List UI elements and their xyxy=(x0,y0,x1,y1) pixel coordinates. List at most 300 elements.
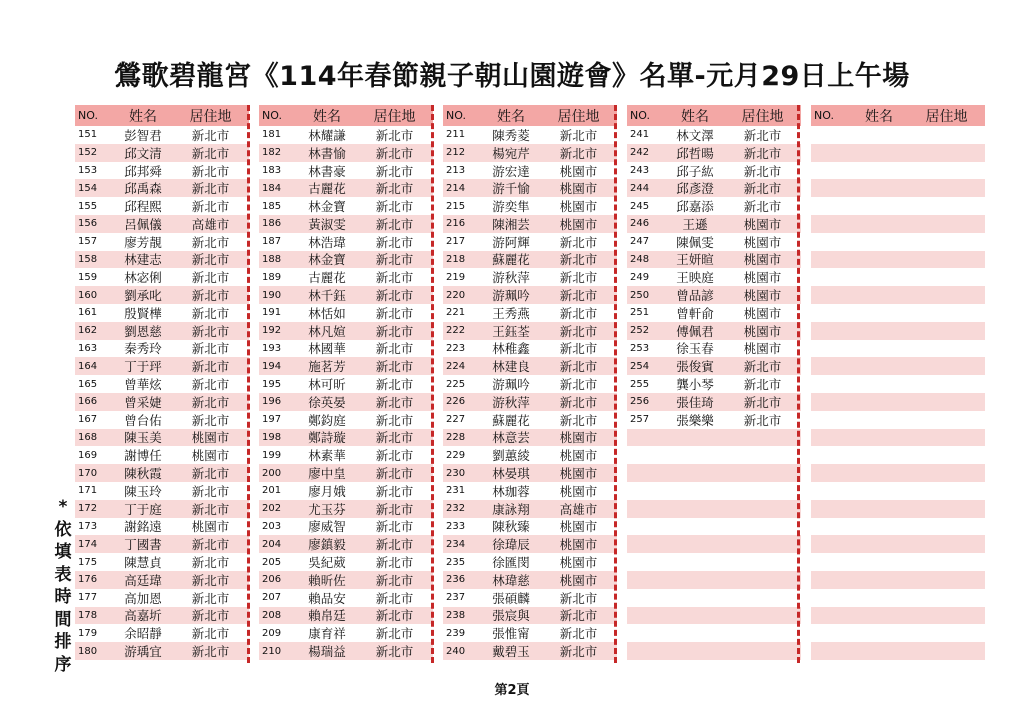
number-cell: 239 xyxy=(446,627,466,639)
number-cell: 156 xyxy=(78,218,98,230)
number-cell: 163 xyxy=(78,342,98,354)
table-row xyxy=(811,535,985,553)
table-row xyxy=(627,340,801,358)
residence-cell: 桃園市 xyxy=(559,448,598,464)
name-cell: 謝博任 xyxy=(124,448,162,464)
number-cell: 254 xyxy=(630,360,650,372)
table-row xyxy=(627,304,801,322)
roster-column xyxy=(259,105,433,660)
name-cell: 林瑋慈 xyxy=(492,572,530,588)
name-cell: 曾軒俞 xyxy=(676,305,714,321)
residence-cell: 桃園市 xyxy=(743,288,782,304)
number-cell: 225 xyxy=(446,378,466,390)
number-cell: 198 xyxy=(262,431,282,443)
table-row xyxy=(443,357,617,375)
number-cell: 204 xyxy=(262,538,282,550)
number-cell: 221 xyxy=(446,307,466,319)
name-cell: 殷賢樺 xyxy=(124,305,162,321)
table-row xyxy=(443,429,617,447)
table-row xyxy=(811,197,985,215)
number-cell: 248 xyxy=(630,253,650,265)
residence-cell: 新北市 xyxy=(743,127,782,143)
header-no: NO. xyxy=(630,109,650,122)
number-cell: 176 xyxy=(78,574,98,586)
name-cell: 邱程熙 xyxy=(124,199,162,215)
name-cell: 王映庭 xyxy=(676,270,714,286)
table-row xyxy=(627,251,801,269)
table-row xyxy=(811,251,985,269)
residence-cell: 新北市 xyxy=(375,252,414,268)
residence-cell: 新北市 xyxy=(191,199,230,215)
residence-cell: 新北市 xyxy=(191,377,230,393)
table-row xyxy=(811,144,985,162)
name-cell: 陳玉美 xyxy=(124,430,162,446)
header-no: NO. xyxy=(262,109,282,122)
residence-cell: 新北市 xyxy=(375,181,414,197)
residence-cell: 新北市 xyxy=(191,394,230,410)
number-cell: 152 xyxy=(78,147,98,159)
number-cell: 253 xyxy=(630,342,650,354)
table-row xyxy=(443,215,617,233)
residence-cell: 新北市 xyxy=(375,359,414,375)
number-cell: 177 xyxy=(78,592,98,604)
header-name: 姓名 xyxy=(129,108,157,125)
number-cell: 196 xyxy=(262,396,282,408)
name-cell: 彭智君 xyxy=(124,127,162,143)
table-row xyxy=(259,304,433,322)
table-row xyxy=(443,197,617,215)
table-row xyxy=(259,251,433,269)
name-cell: 林浩瑋 xyxy=(308,234,346,250)
table-row xyxy=(443,553,617,571)
number-cell: 207 xyxy=(262,592,282,604)
residence-cell: 新北市 xyxy=(559,341,598,357)
table-row xyxy=(259,482,433,500)
number-cell: 174 xyxy=(78,538,98,550)
table-row xyxy=(627,357,801,375)
number-cell: 199 xyxy=(262,449,282,461)
residence-cell: 新北市 xyxy=(375,163,414,179)
table-row xyxy=(443,268,617,286)
table-row xyxy=(811,571,985,589)
name-cell: 林意芸 xyxy=(492,430,530,446)
number-cell: 250 xyxy=(630,289,650,301)
roster-column xyxy=(443,105,617,660)
residence-cell: 新北市 xyxy=(375,288,414,304)
column-header xyxy=(443,105,617,126)
name-cell: 賴帛廷 xyxy=(308,608,346,624)
table-row xyxy=(75,144,249,162)
table-row xyxy=(627,197,801,215)
residence-cell: 新北市 xyxy=(191,590,230,606)
table-row xyxy=(811,642,985,660)
number-cell: 209 xyxy=(262,627,282,639)
column-header xyxy=(811,105,985,126)
name-cell: 游珮吟 xyxy=(492,288,530,304)
column-divider xyxy=(797,105,800,663)
number-cell: 236 xyxy=(446,574,466,586)
name-cell: 廖芳靚 xyxy=(124,234,162,250)
name-cell: 徐匯閔 xyxy=(492,555,530,571)
number-cell: 191 xyxy=(262,307,282,319)
table-row xyxy=(811,304,985,322)
residence-cell: 桃園市 xyxy=(559,519,598,535)
number-cell: 164 xyxy=(78,360,98,372)
residence-cell: 新北市 xyxy=(375,644,414,660)
number-cell: 244 xyxy=(630,182,650,194)
table-row xyxy=(75,304,249,322)
number-cell: 212 xyxy=(446,147,466,159)
number-cell: 155 xyxy=(78,200,98,212)
residence-cell: 新北市 xyxy=(743,412,782,428)
number-cell: 228 xyxy=(446,431,466,443)
table-row xyxy=(443,144,617,162)
name-cell: 賴昕佐 xyxy=(308,572,346,588)
name-cell: 林書愉 xyxy=(308,145,346,161)
name-cell: 鄭詩璇 xyxy=(308,430,346,446)
table-row xyxy=(75,340,249,358)
name-cell: 張惟甯 xyxy=(492,626,530,642)
residence-cell: 新北市 xyxy=(375,234,414,250)
residence-cell: 桃園市 xyxy=(559,199,598,215)
name-cell: 游奕隼 xyxy=(492,199,530,215)
residence-cell: 新北市 xyxy=(743,394,782,410)
table-row xyxy=(75,429,249,447)
name-cell: 游瑀宜 xyxy=(124,644,162,660)
name-cell: 呂佩儀 xyxy=(124,216,162,232)
table-row xyxy=(627,518,801,536)
name-cell: 廖中皇 xyxy=(308,466,346,482)
residence-cell: 桃園市 xyxy=(559,216,598,232)
table-row xyxy=(259,393,433,411)
name-cell: 曾采婕 xyxy=(124,394,162,410)
residence-cell: 桃園市 xyxy=(191,519,230,535)
table-row xyxy=(259,197,433,215)
residence-cell: 新北市 xyxy=(375,430,414,446)
residence-cell: 新北市 xyxy=(559,394,598,410)
number-cell: 252 xyxy=(630,325,650,337)
number-cell: 181 xyxy=(262,129,282,141)
header-name: 姓名 xyxy=(865,108,893,125)
name-cell: 林建志 xyxy=(124,252,162,268)
number-cell: 180 xyxy=(78,645,98,657)
table-row xyxy=(75,535,249,553)
residence-cell: 新北市 xyxy=(191,626,230,642)
table-row xyxy=(259,464,433,482)
residence-cell: 新北市 xyxy=(559,626,598,642)
name-cell: 陳秀菱 xyxy=(492,127,530,143)
residence-cell: 新北市 xyxy=(191,234,230,250)
name-cell: 高廷瑋 xyxy=(124,572,162,588)
name-cell: 龔小琴 xyxy=(676,377,714,393)
residence-cell: 桃園市 xyxy=(559,181,598,197)
number-cell: 224 xyxy=(446,360,466,372)
number-cell: 184 xyxy=(262,182,282,194)
number-cell: 169 xyxy=(78,449,98,461)
name-cell: 徐英晏 xyxy=(308,394,346,410)
residence-cell: 新北市 xyxy=(375,323,414,339)
number-cell: 227 xyxy=(446,414,466,426)
name-cell: 鄭鈞庭 xyxy=(308,412,346,428)
residence-cell: 新北市 xyxy=(191,145,230,161)
number-cell: 208 xyxy=(262,609,282,621)
residence-cell: 高雄市 xyxy=(191,216,230,232)
name-cell: 邱子紘 xyxy=(676,163,714,179)
name-cell: 邱嘉添 xyxy=(676,199,714,215)
number-cell: 154 xyxy=(78,182,98,194)
number-cell: 223 xyxy=(446,342,466,354)
number-cell: 241 xyxy=(630,129,650,141)
column-header xyxy=(259,105,433,126)
table-row xyxy=(75,642,249,660)
residence-cell: 新北市 xyxy=(375,483,414,499)
table-row xyxy=(259,500,433,518)
name-cell: 林可昕 xyxy=(308,377,346,393)
column-divider xyxy=(614,105,617,663)
number-cell: 162 xyxy=(78,325,98,337)
table-row xyxy=(259,286,433,304)
number-cell: 186 xyxy=(262,218,282,230)
name-cell: 張碩麟 xyxy=(492,590,530,606)
residence-cell: 新北市 xyxy=(375,341,414,357)
table-row xyxy=(627,144,801,162)
name-cell: 林恬如 xyxy=(308,305,346,321)
page-title: 鶯歌碧龍宮《114年春節親子朝山園遊會》名單-元月29日上午場 xyxy=(114,61,910,92)
residence-cell: 新北市 xyxy=(559,127,598,143)
name-cell: 林金寶 xyxy=(308,199,346,215)
table-row xyxy=(627,607,801,625)
number-cell: 182 xyxy=(262,147,282,159)
residence-cell: 新北市 xyxy=(559,323,598,339)
table-row xyxy=(627,429,801,447)
name-cell: 王秀燕 xyxy=(492,305,530,321)
name-cell: 曾台佑 xyxy=(124,412,162,428)
number-cell: 218 xyxy=(446,253,466,265)
table-row xyxy=(75,624,249,642)
name-cell: 林宓俐 xyxy=(124,270,162,286)
number-cell: 161 xyxy=(78,307,98,319)
table-row xyxy=(259,357,433,375)
residence-cell: 新北市 xyxy=(743,145,782,161)
header-residence: 居住地 xyxy=(741,108,784,125)
table-row xyxy=(75,518,249,536)
residence-cell: 新北市 xyxy=(375,448,414,464)
table-row xyxy=(259,411,433,429)
table-row xyxy=(811,179,985,197)
residence-cell: 桃園市 xyxy=(559,483,598,499)
residence-cell: 新北市 xyxy=(191,555,230,571)
name-cell: 邱文清 xyxy=(124,145,162,161)
number-cell: 219 xyxy=(446,271,466,283)
header-residence: 居住地 xyxy=(925,108,968,125)
residence-cell: 桃園市 xyxy=(743,234,782,250)
residence-cell: 新北市 xyxy=(743,163,782,179)
table-row xyxy=(259,268,433,286)
table-row xyxy=(811,553,985,571)
number-cell: 188 xyxy=(262,253,282,265)
table-row xyxy=(75,589,249,607)
table-row xyxy=(443,571,617,589)
number-cell: 245 xyxy=(630,200,650,212)
table-row xyxy=(259,429,433,447)
residence-cell: 新北市 xyxy=(375,127,414,143)
table-row xyxy=(811,393,985,411)
number-cell: 179 xyxy=(78,627,98,639)
residence-cell: 新北市 xyxy=(191,501,230,517)
table-row xyxy=(443,375,617,393)
table-row xyxy=(75,357,249,375)
table-row xyxy=(811,446,985,464)
residence-cell: 桃園市 xyxy=(559,537,598,553)
number-cell: 167 xyxy=(78,414,98,426)
table-row xyxy=(75,393,249,411)
number-cell: 217 xyxy=(446,236,466,248)
residence-cell: 新北市 xyxy=(559,270,598,286)
residence-cell: 新北市 xyxy=(559,377,598,393)
table-row xyxy=(75,500,249,518)
name-cell: 康育祥 xyxy=(308,626,346,642)
number-cell: 220 xyxy=(446,289,466,301)
residence-cell: 新北市 xyxy=(743,377,782,393)
header-name: 姓名 xyxy=(313,108,341,125)
table-row xyxy=(627,215,801,233)
table-row xyxy=(627,268,801,286)
table-row xyxy=(627,286,801,304)
residence-cell: 新北市 xyxy=(191,608,230,624)
residence-cell: 新北市 xyxy=(191,341,230,357)
table-row xyxy=(627,446,801,464)
number-cell: 193 xyxy=(262,342,282,354)
name-cell: 王鈺荃 xyxy=(492,323,530,339)
table-row xyxy=(75,375,249,393)
number-cell: 158 xyxy=(78,253,98,265)
name-cell: 陳秋霞 xyxy=(124,466,162,482)
table-row xyxy=(811,429,985,447)
number-cell: 190 xyxy=(262,289,282,301)
table-row xyxy=(75,553,249,571)
table-row xyxy=(811,624,985,642)
table-row xyxy=(811,215,985,233)
number-cell: 151 xyxy=(78,129,98,141)
column-header xyxy=(75,105,249,126)
name-cell: 廖鎮毅 xyxy=(308,537,346,553)
residence-cell: 新北市 xyxy=(191,323,230,339)
roster-column xyxy=(75,105,249,660)
header-residence: 居住地 xyxy=(189,108,232,125)
table-row xyxy=(627,624,801,642)
number-cell: 189 xyxy=(262,271,282,283)
table-row xyxy=(259,642,433,660)
name-cell: 邱禹森 xyxy=(124,181,162,197)
name-cell: 陳佩雯 xyxy=(676,234,714,250)
table-row xyxy=(259,179,433,197)
name-cell: 蘇麗花 xyxy=(492,252,530,268)
name-cell: 林文澤 xyxy=(676,127,714,143)
residence-cell: 新北市 xyxy=(375,501,414,517)
sort-order-note: *依填表時間排序 xyxy=(54,497,72,675)
table-row xyxy=(259,162,433,180)
table-row xyxy=(75,251,249,269)
table-row xyxy=(259,553,433,571)
header-residence: 居住地 xyxy=(557,108,600,125)
residence-cell: 新北市 xyxy=(191,466,230,482)
number-cell: 166 xyxy=(78,396,98,408)
table-row xyxy=(75,607,249,625)
table-row xyxy=(75,464,249,482)
table-row xyxy=(811,126,985,144)
table-row xyxy=(75,411,249,429)
column-divider xyxy=(247,105,250,663)
table-row xyxy=(259,126,433,144)
table-row xyxy=(443,251,617,269)
number-cell: 194 xyxy=(262,360,282,372)
residence-cell: 桃園市 xyxy=(191,448,230,464)
table-row xyxy=(443,393,617,411)
name-cell: 陳湘芸 xyxy=(492,216,530,232)
table-row xyxy=(75,233,249,251)
name-cell: 丁于玶 xyxy=(124,359,162,375)
residence-cell: 新北市 xyxy=(559,145,598,161)
residence-cell: 新北市 xyxy=(375,270,414,286)
residence-cell: 桃園市 xyxy=(559,572,598,588)
number-cell: 255 xyxy=(630,378,650,390)
name-cell: 丁國書 xyxy=(124,537,162,553)
number-cell: 210 xyxy=(262,645,282,657)
table-row xyxy=(811,233,985,251)
table-row xyxy=(259,215,433,233)
residence-cell: 桃園市 xyxy=(559,555,598,571)
name-cell: 劉恩慈 xyxy=(124,323,162,339)
table-row xyxy=(75,215,249,233)
residence-cell: 新北市 xyxy=(375,555,414,571)
table-row xyxy=(627,375,801,393)
table-row xyxy=(259,535,433,553)
table-row xyxy=(627,126,801,144)
residence-cell: 新北市 xyxy=(191,252,230,268)
name-cell: 劉承叱 xyxy=(124,288,162,304)
table-row xyxy=(259,589,433,607)
number-cell: 229 xyxy=(446,449,466,461)
name-cell: 施茗芳 xyxy=(308,359,346,375)
number-cell: 233 xyxy=(446,520,466,532)
number-cell: 232 xyxy=(446,503,466,515)
table-row xyxy=(443,482,617,500)
residence-cell: 新北市 xyxy=(375,466,414,482)
name-cell: 游秋萍 xyxy=(492,394,530,410)
name-cell: 張俊賓 xyxy=(676,359,714,375)
name-cell: 陳玉玲 xyxy=(124,483,162,499)
residence-cell: 新北市 xyxy=(375,608,414,624)
table-row xyxy=(811,500,985,518)
table-row xyxy=(259,322,433,340)
number-cell: 192 xyxy=(262,325,282,337)
table-row xyxy=(75,179,249,197)
name-cell: 林金寶 xyxy=(308,252,346,268)
number-cell: 230 xyxy=(446,467,466,479)
name-cell: 戴碧玉 xyxy=(492,644,530,660)
table-row xyxy=(811,322,985,340)
table-row xyxy=(811,357,985,375)
table-row xyxy=(811,607,985,625)
name-cell: 古麗花 xyxy=(308,270,346,286)
residence-cell: 新北市 xyxy=(191,644,230,660)
table-row xyxy=(443,411,617,429)
table-row xyxy=(259,518,433,536)
table-row xyxy=(443,607,617,625)
table-row xyxy=(443,642,617,660)
residence-cell: 新北市 xyxy=(191,483,230,499)
residence-cell: 新北市 xyxy=(375,412,414,428)
